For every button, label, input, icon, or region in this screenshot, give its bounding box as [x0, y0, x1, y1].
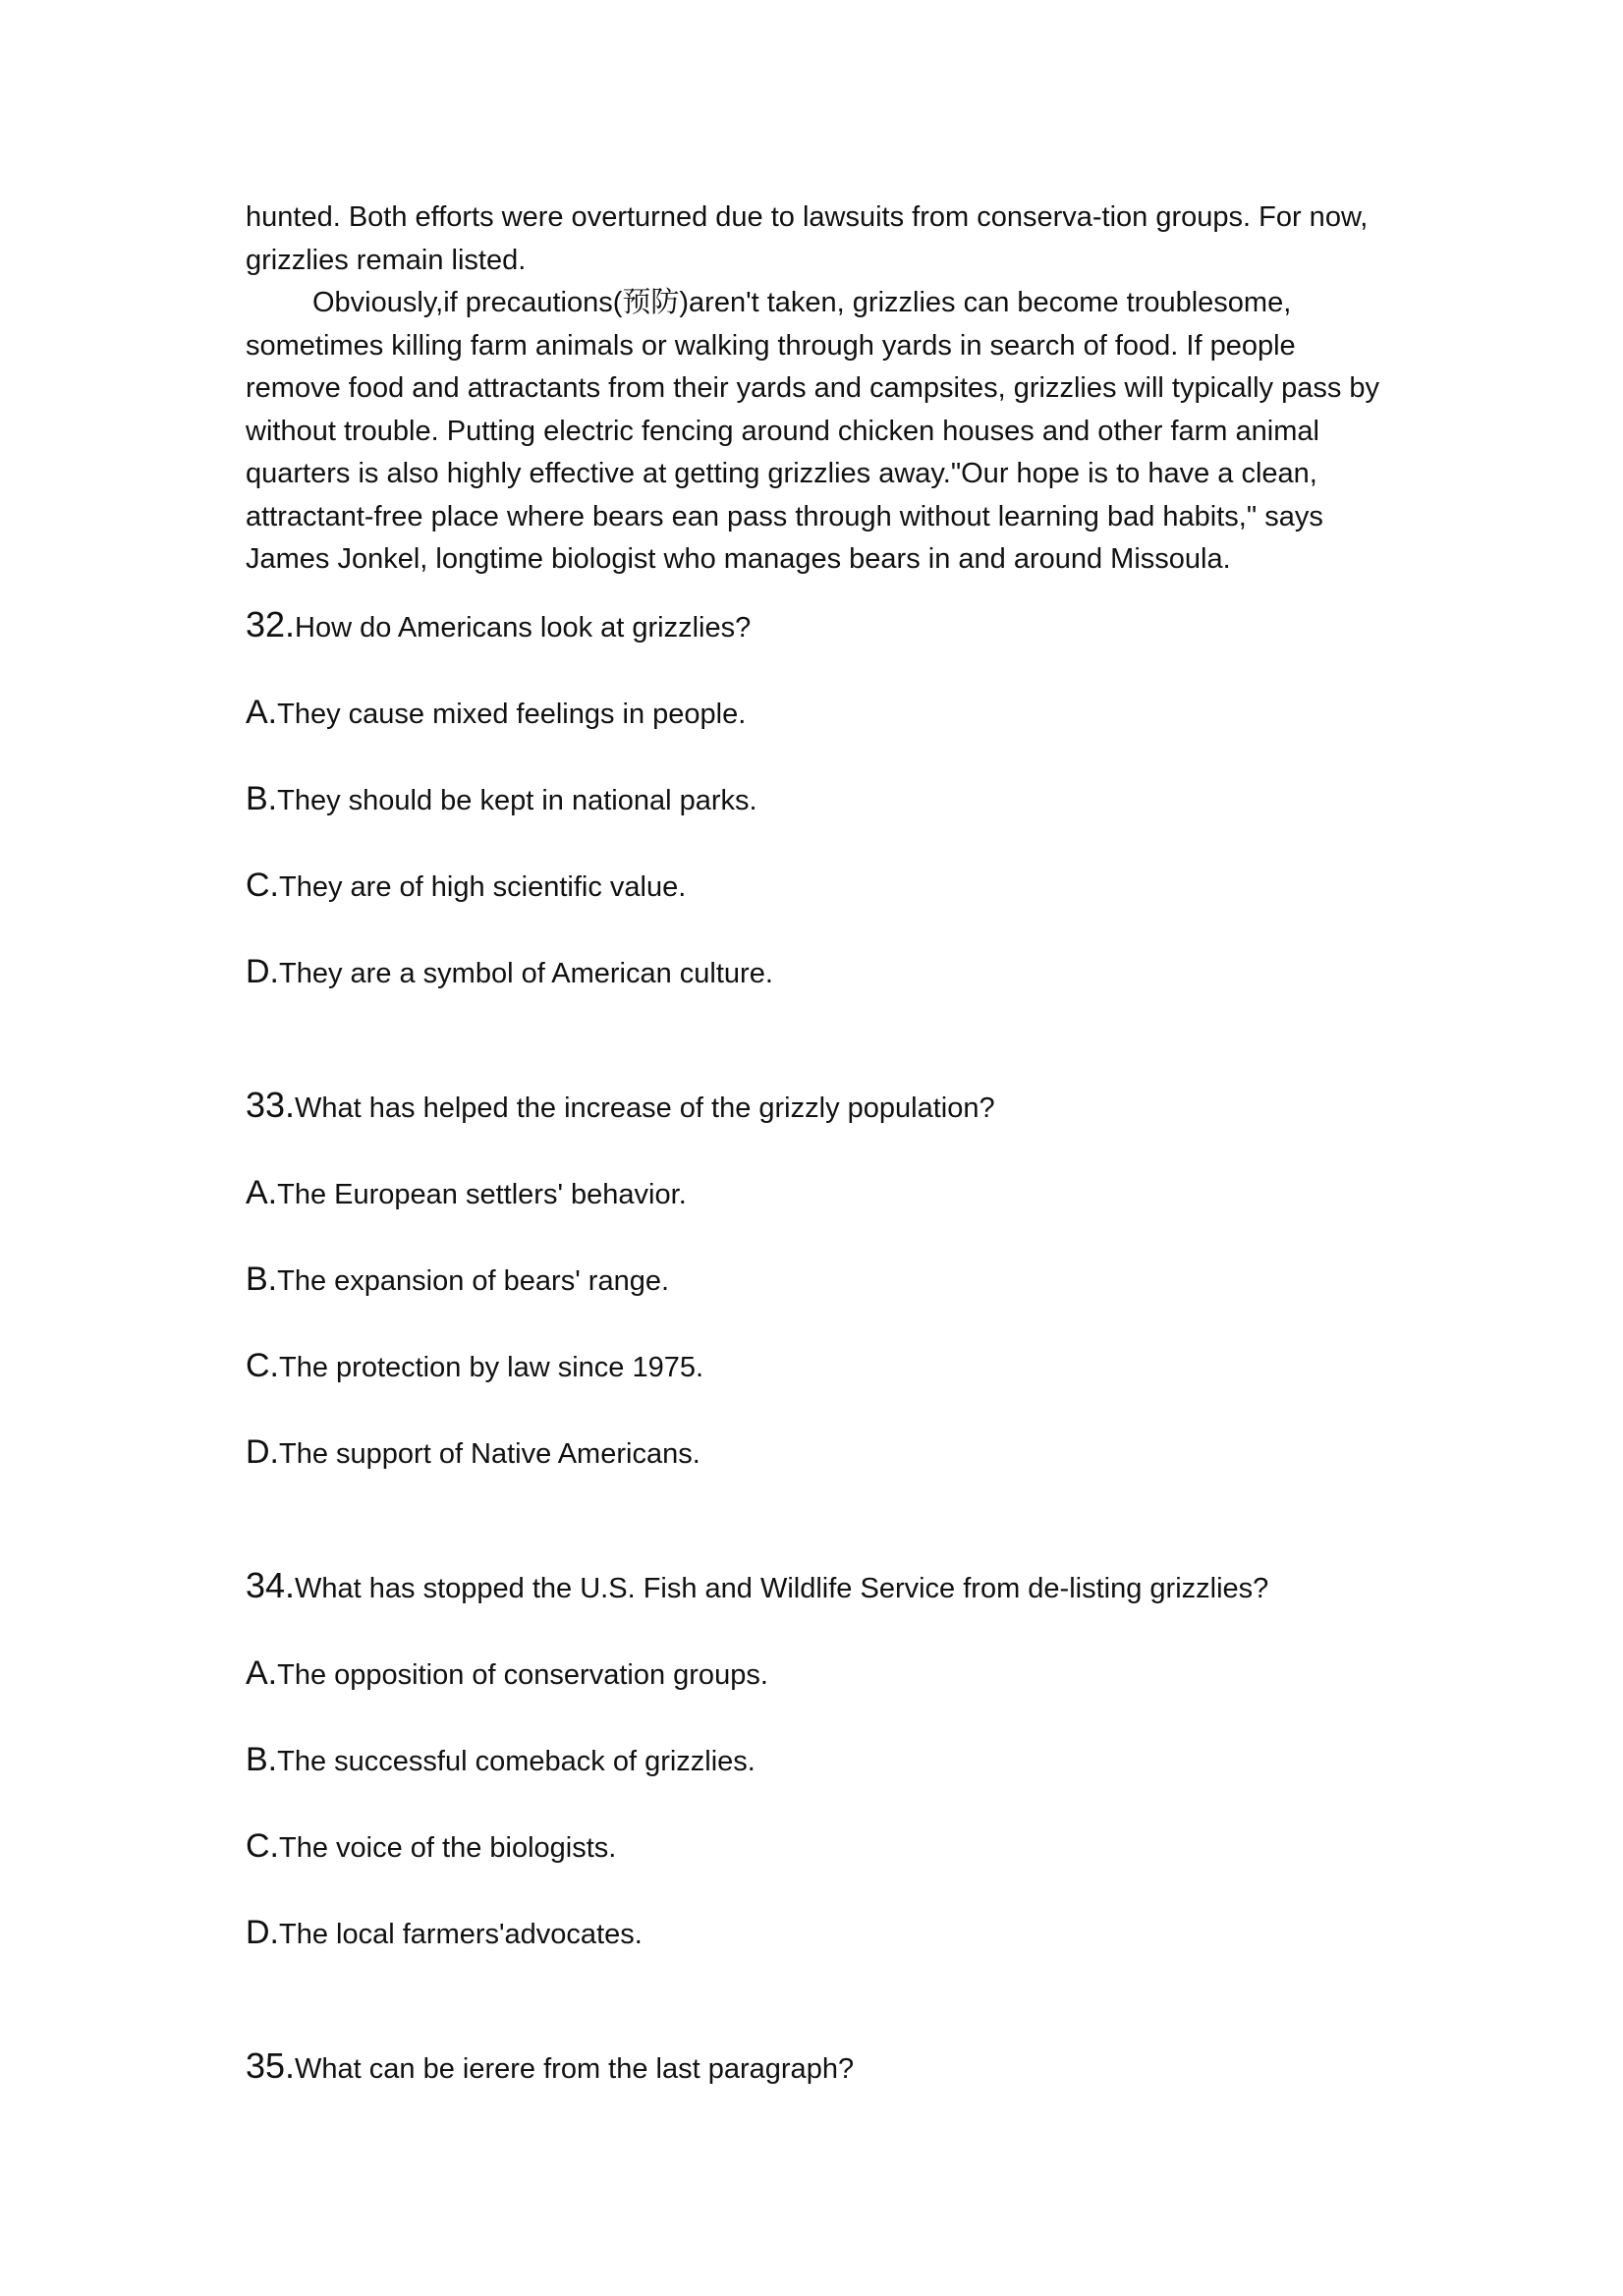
option-text: The European settlers' behavior. — [277, 1178, 687, 1210]
question-number: 32. — [246, 603, 296, 644]
option-text: The protection by law since 1975. — [279, 1351, 704, 1383]
question-stem — [246, 603, 1395, 649]
option-c — [246, 1824, 1395, 1870]
option-letter: A. — [246, 1653, 278, 1692]
option-b — [246, 1258, 1395, 1303]
option-letter: B. — [246, 1260, 278, 1298]
option-letter: D. — [246, 952, 279, 990]
option-text: The support of Native Americans. — [279, 1437, 700, 1470]
document-page — [246, 196, 1395, 2132]
option-letter: D. — [246, 1432, 279, 1471]
question-number: 33. — [246, 1084, 296, 1125]
option-letter: B. — [246, 1740, 278, 1778]
question-text: What has helped the increase of the grizzly population? — [295, 1092, 995, 1124]
option-letter: A. — [246, 1173, 278, 1211]
option-text: They should be kept in national parks. — [277, 784, 757, 816]
option-d — [246, 1430, 1395, 1476]
option-c — [246, 864, 1395, 909]
option-text: They are of high scientific value. — [279, 870, 687, 903]
option-letter: C. — [246, 1826, 279, 1865]
option-letter: A. — [246, 693, 278, 731]
question-number: 35. — [246, 2044, 296, 2086]
option-a — [246, 1652, 1395, 1697]
question-stem — [246, 2044, 1395, 2091]
option-text: The successful comeback of grizzlies. — [277, 1745, 756, 1777]
question-number: 34. — [246, 1564, 296, 1605]
option-text: They are a symbol of American culture. — [279, 957, 773, 989]
option-text: The local farmers'advocates. — [279, 1918, 643, 1950]
option-a — [246, 691, 1395, 736]
option-letter: C. — [246, 1346, 279, 1384]
option-c — [246, 1344, 1395, 1389]
question-32 — [246, 603, 1395, 995]
option-b — [246, 1738, 1395, 1783]
option-text: The expansion of bears' range. — [277, 1264, 670, 1297]
option-text: The voice of the biologists. — [279, 1831, 617, 1864]
question-stem — [246, 1564, 1395, 1610]
option-a — [246, 1171, 1395, 1216]
option-text: They cause mixed feelings in people. — [277, 698, 747, 730]
option-letter: C. — [246, 866, 279, 904]
question-text: How do Americans look at grizzlies? — [295, 611, 752, 644]
option-text: The opposition of conservation groups. — [277, 1658, 768, 1691]
passage-paragraph-2: Obviously,if precautions(预防)aren't taken, grizzlies can become troublesome, sometimes killing farm animals or walking through yards in search of food. If people remove food and attractants from their yards and campsites, grizzlies will typically pass by without trouble. Putting electric fencing around chicken houses and other farm animal quarters is also highly effective at getting grizzlies away."Our hope is to have a clean, attractant-free place where bears ean pass through without learning bad habits," says James Jonkel, longtime biologist who manages bears in and around Missoula. — [246, 287, 1380, 575]
option-b — [246, 777, 1395, 822]
question-text: What has stopped the U.S. Fish and Wildlife Service from de-listing grizzlies? — [295, 1572, 1269, 1604]
question-35 — [246, 2044, 1395, 2091]
question-34 — [246, 1564, 1395, 1956]
option-letter: D. — [246, 1913, 279, 1951]
option-letter: B. — [246, 779, 278, 817]
option-d — [246, 950, 1395, 995]
passage-paragraph-1: hunted. Both efforts were overturned due to lawsuits from conserva-tion groups. For now, grizzlies remain listed. — [246, 201, 1369, 276]
question-33 — [246, 1084, 1395, 1476]
question-stem — [246, 1084, 1395, 1130]
option-d — [246, 1911, 1395, 1956]
question-text: What can be ierere from the last paragraph? — [295, 2052, 855, 2085]
